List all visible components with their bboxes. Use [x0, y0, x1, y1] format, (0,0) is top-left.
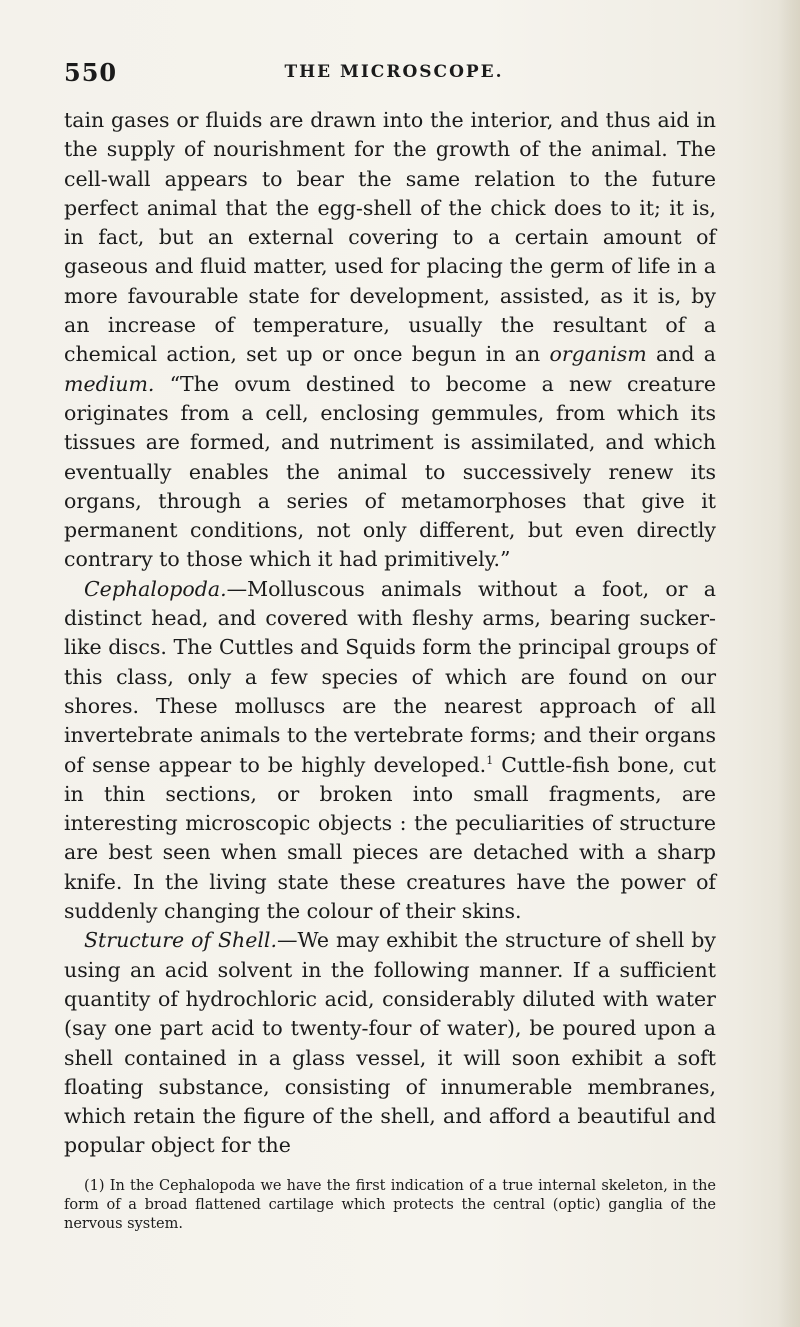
paragraph-ovum	[64, 106, 716, 575]
page-edge-shadow	[778, 0, 800, 1327]
footnote-1: (1) In the Cephalopoda we have the first indication of a true internal skeleton, in the form of a broad flattened cartilage which protects the central (optic) ganglia of the nervous system.	[64, 1178, 716, 1232]
paragraph-text: “The ovum destined to become a new creature originates from a cell, enclosing gemmules, from which its tissues are formed, and nutriment is assimilated, and which eventually enables the animal to successively renew its organs, through a series of metamorphoses that give it permanent conditions, not only different, but even directly contrary to those which it had primitively.”	[64, 371, 716, 572]
section-heading-structure-of-shell: Structure of Shell.	[84, 928, 277, 953]
footnote-marker: 1	[486, 753, 494, 767]
page-number: 550	[64, 58, 118, 87]
footnotes	[64, 1177, 716, 1234]
paragraph-text: tain gases or fluids are drawn into the interior, and thus aid in the supply of nourishment for the growth of the animal. The cell-wall appears to bear the same relation to the future perfect animal that the egg-shell of the chick does to it; it is, in fact, but an external covering to a certain amount of gaseous and fluid matter, used for placing the germ of life in a more favourable state for development, assisted, as it is, by an increase of temperature, usually the resultant of a chemical action, set up or once begun in an	[64, 108, 716, 367]
italic-term-organism: organism	[549, 342, 647, 367]
running-title: THE MICROSCOPE.	[284, 62, 504, 82]
page-header	[64, 58, 724, 88]
italic-term-medium: medium.	[64, 371, 155, 396]
paragraph-structure-of-shell	[64, 926, 716, 1160]
section-heading-cephalopoda: Cephalopoda.	[84, 576, 227, 601]
paragraph-text: Cuttle-fish bone, cut in thin sections, or broken into small fragments, are interesting microscopic objects : the peculiarities of structure are best seen when small pieces are detached with a sharp knife. In the living state these creatures have the power of suddenly changing the colour of their skins.	[64, 752, 716, 924]
paragraph-cephalopoda	[64, 575, 716, 927]
paragraph-text: —Molluscous animals without a foot, or a distinct head, and covered with fleshy arms, bearing sucker-like discs. The Cuttles and Squids form the principal groups of this class, only a few species of which are found on our shores. These molluscs are the nearest approach of all invertebrate animals to the vertebrate forms; and their organs of sense appear to be highly developed.	[64, 576, 716, 777]
paragraph-text: —We may exhibit the structure of shell by using an acid solvent in the following manner. If a sufficient quantity of hydrochloric acid, considerably diluted with water (say one part acid to twenty-four of water), be poured upon a shell contained in a glass vessel, it will soon exhibit a soft floating substance, consisting of innumerable membranes, which retain the figure of the shell, and afford a beautiful and popular object for the	[64, 928, 717, 1158]
body-text	[64, 106, 716, 1161]
paragraph-text: and a	[646, 342, 716, 367]
